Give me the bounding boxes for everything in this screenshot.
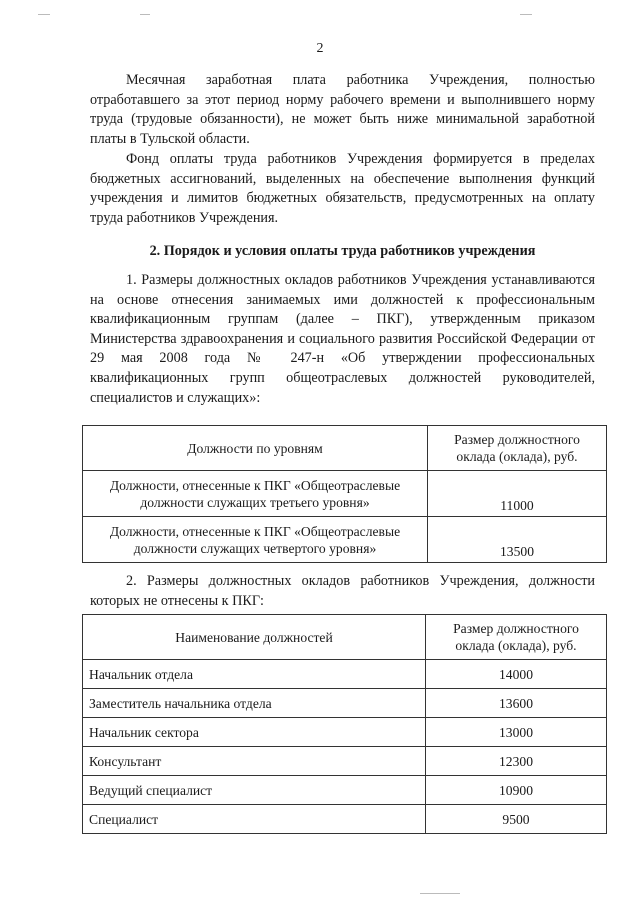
table-row <box>83 718 607 747</box>
table-row <box>83 517 607 563</box>
table-header-row <box>83 615 607 660</box>
position-name: Должности, отнесенные к ПКГ «Общеотраслевые должности служащих четвертого уровня» <box>83 517 428 563</box>
column-header-position-levels: Должности по уровням <box>83 426 428 471</box>
position-name: Заместитель начальника отдела <box>83 689 426 718</box>
paragraph-non-pkg: 2. Размеры должностных окладов работников Учреждения, должности которых не отнесены к ПКГ: <box>90 573 595 609</box>
position-name: Начальник отдела <box>83 660 426 689</box>
position-name: Консультант <box>83 747 426 776</box>
salary-value: 12300 <box>426 747 607 776</box>
column-header-salary: Размер должностного оклада (оклада), руб. <box>426 615 607 660</box>
position-name: Должности, отнесенные к ПКГ «Общеотраслевые должности служащих третьего уровня» <box>83 471 428 517</box>
scan-artifact-top-mid <box>140 14 150 15</box>
table-row <box>83 471 607 517</box>
salary-value: 13500 <box>428 517 607 563</box>
column-header-position-names: Наименование должностей <box>83 615 426 660</box>
table-row <box>83 747 607 776</box>
salary-table-non-pkg <box>82 614 607 834</box>
table-row <box>83 805 607 834</box>
table-row <box>83 776 607 805</box>
position-name: Начальник сектора <box>83 718 426 747</box>
salary-value: 14000 <box>426 660 607 689</box>
position-name: Ведущий специалист <box>83 776 426 805</box>
salary-value: 13000 <box>426 718 607 747</box>
salary-value: 10900 <box>426 776 607 805</box>
scan-artifact-top-left <box>38 14 50 15</box>
scan-artifact-bottom <box>420 893 460 894</box>
section-heading: 2. Порядок и условия оплаты труда работников учреждения <box>149 243 536 259</box>
paragraph-wage-fund: Фонд оплаты труда работников Учреждения формируется в пределах бюджетных ассигнований, выделенных на обеспечение выполнения функций учреждения и лимитов бюджетных обязательств, предусмотренных на оплату труда работников Учреждения. <box>90 151 595 226</box>
salary-value: 13600 <box>426 689 607 718</box>
position-name: Специалист <box>83 805 426 834</box>
paragraph-min-wage: Месячная заработная плата работника Учреждения, полностью отработавшего за этот период норму рабочего времени и выполнившего норму труда (трудовые обязанности), не может быть ниже минимальной заработной платы в Тульской области. <box>90 72 595 147</box>
page-number: 2 <box>316 41 324 56</box>
paragraph-salary-pkg: 1. Размеры должностных окладов работников Учреждения устанавливаются на основе отнесения занимаемых ими должностей к профессиональным квалификационным группам (далее – ПКГ), утвержденным приказом Министерства здравоохранения и социального развития Российской Федерации от 29 мая 2008 года № 247-н «Об утверждении профессиональных квалификационных групп общеотраслевых должностей руководителей, специалистов и служащих»: <box>90 272 595 406</box>
table-header-row <box>83 426 607 471</box>
table-row <box>83 689 607 718</box>
table-row <box>83 660 607 689</box>
salary-value: 9500 <box>426 805 607 834</box>
salary-table-pkg <box>82 425 607 563</box>
salary-value: 11000 <box>428 471 607 517</box>
column-header-salary: Размер должностного оклада (оклада), руб. <box>428 426 607 471</box>
scan-artifact-top-right <box>520 14 532 15</box>
